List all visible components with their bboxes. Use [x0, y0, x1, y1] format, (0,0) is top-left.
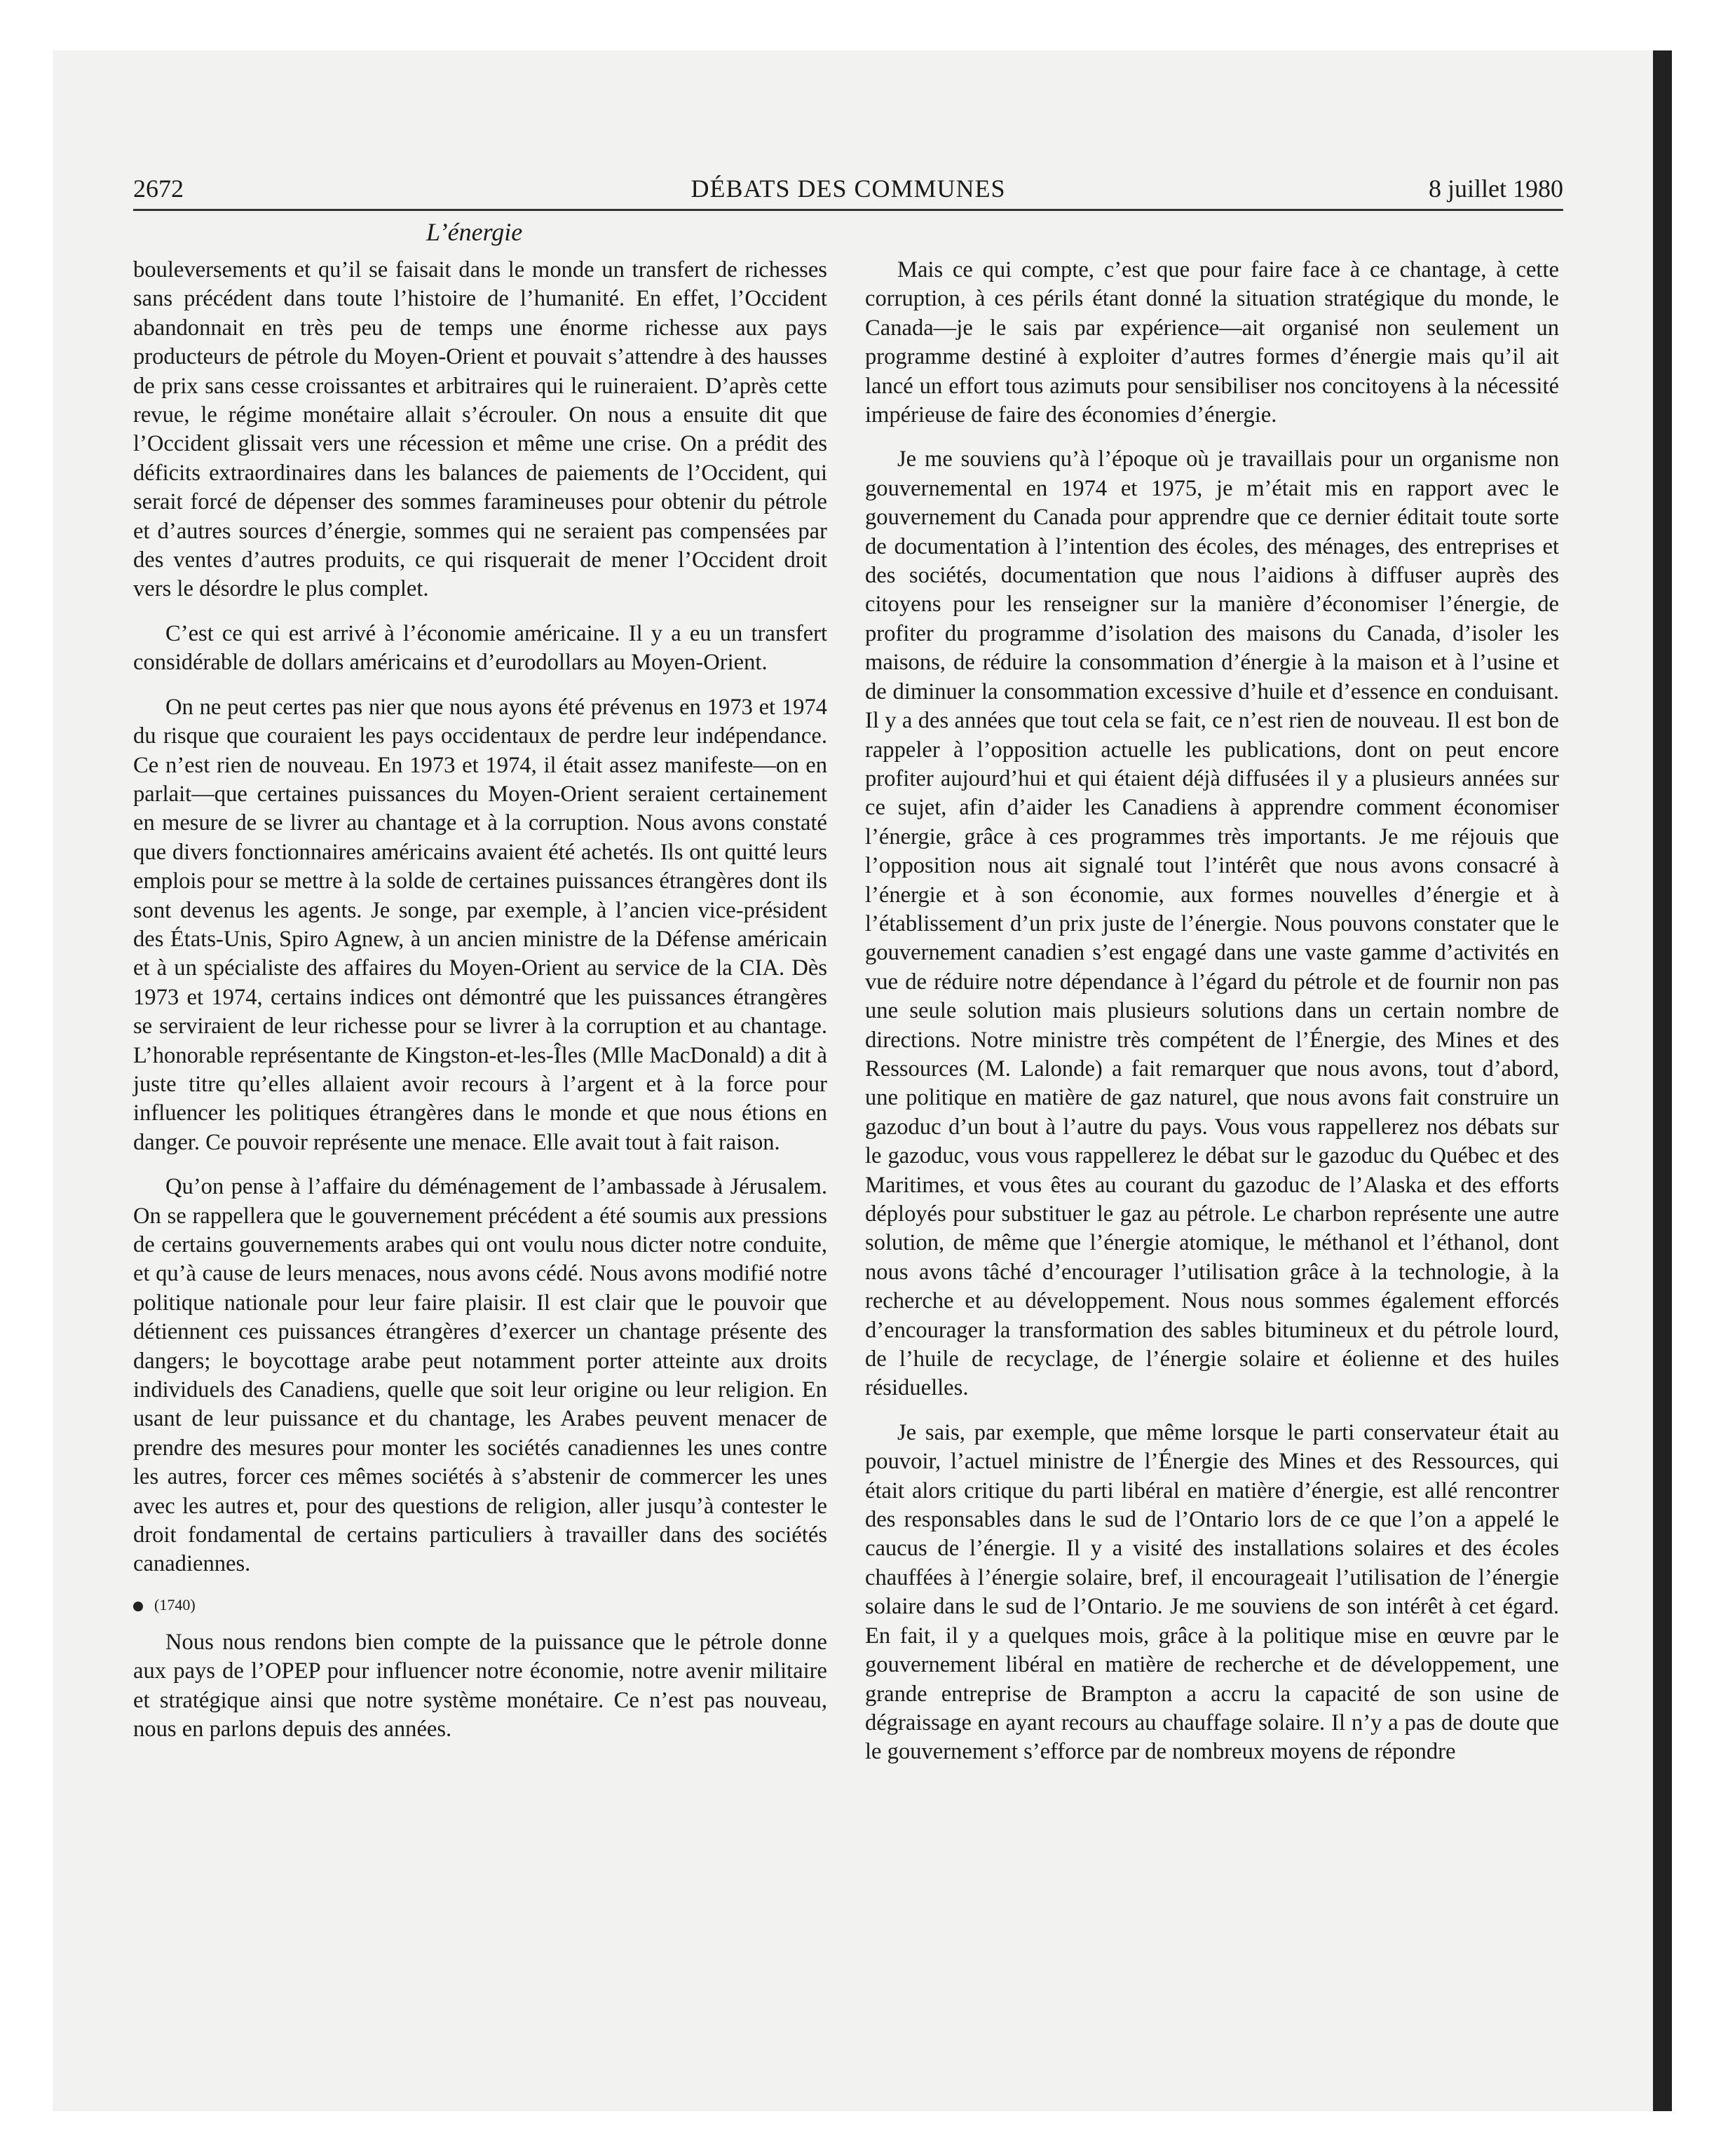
paragraph: C’est ce qui est arrivé à l’économie américaine. Il y a eu un transfert considérable de dollars américains et d’eurodollars au Moyen-Orient. [133, 620, 827, 676]
paragraph: Qu’on pense à l’affaire du déménagement de l’ambassade à Jérusalem. On se rappellera que le gouvernement précédent a été soumis aux pressions de certains gouvernements arabes qui ont voulu nous dicter notre conduite, et qu’à cause de leurs menaces, nous avons cédé. Nous avons modifié notre politique nationale pour leur faire plaisir. Il est clair que le pouvoir que détiennent ces puissances étrangères d’exercer un chantage présente des dangers; le boycottage arabe peut notamment porter atteinte aux droits individuels des Canadiens, quelle que soit leur origine ou leur religion. En usant de leur puissance et du chantage, les Arabes peuvent menacer de prendre des mesures pour monter les sociétés canadiennes les unes contre les autres, forcer ces mêmes sociétés à s’abstenir de commercer les unes avec les autres et, pour des questions de religion, aller jusqu’à contester le droit fondamental de certains particuliers à travailler dans des sociétés canadiennes. [133, 1174, 827, 1577]
page-number: 2672 [133, 175, 184, 203]
time-marker [133, 1595, 827, 1616]
right-column [865, 256, 1559, 1782]
publication-title: DÉBATS DES COMMUNES [690, 175, 1006, 203]
paragraph: Nous nous rendons bien compte de la puissance que le pétrole donne aux pays de l’OPEP pour influencer notre économie, notre avenir militaire et stratégique ainsi que notre système monétaire. Ce n’est pas nouveau, nous en parlons depuis des années. [133, 1629, 827, 1742]
page-date: 8 juillet 1980 [1429, 175, 1563, 203]
paragraph: Mais ce qui compte, c’est que pour faire face à ce chantage, à cette corruption, à ces périls étant donné la situation stratégique du monde, le Canada—je le sais par expérience—ait organisé non seulement un programme destiné à exploiter d’autres formes d’énergie mais qu’il ait lancé un effort tous azimuts pour sensibiliser nos concitoyens à la nécessité impérieuse de faire des économies d’énergie. [865, 257, 1559, 428]
page-header [133, 174, 1563, 209]
paragraph: bouleversements et qu’il se faisait dans le monde un transfert de richesses sans précédent dans toute l’histoire de l’humanité. En effet, l’Occident abandonnait en très peu de temps une énorme richesse aux pays producteurs de pétrole du Moyen-Orient et pouvait s’attendre à des hausses de prix sans cesse croissantes et arbitraires qui le ruineraient. D’après cette revue, le régime monétaire allait s’écrouler. On nous a ensuite dit que l’Occident glissait vers une récession et même une crise. On a prédit des déficits extraordinaires dans les balances de paiements de l’Occident, qui serait forcé de dépenser des sommes faramineuses pour obtenir du pétrole et d’autres sources d’énergie, sommes qui ne seraient pas compensées par des ventes d’autres produits, ce qui risquerait de mener l’Occident droit vers le désordre le plus complet. [133, 257, 827, 602]
paragraph: Je sais, par exemple, que même lorsque le parti conservateur était au pouvoir, l’actuel ministre de l’Énergie des Mines et des Ressources, qui était alors critique du parti libéral en matière d’énergie, est allé rencontrer des responsables dans le sud de l’Ontario lors de ce que l’on a appelé le caucus de l’énergie. Il y a visité des installations solaires et des écoles chauffées à l’énergie solaire, bref, il encourageait l’utilisation de l’énergie solaire dans le sud de l’Ontario. Je me souviens de son intérêt à cet égard. En fait, il y a quelques mois, grâce à la politique mise en œuvre par le gouvernement libéral en matière de recherche et de développement, une grande entreprise de Brampton a accru la capacité de son usine de dégraissage en ayant recours au chauffage solaire. Il n’y a pas de doute que le gouvernement s’efforce par de nombreux moyens de répondre [865, 1419, 1559, 1765]
section-title: L’énergie [426, 218, 523, 246]
time-marker-text: (1740) [154, 1595, 196, 1613]
left-column [133, 256, 827, 1760]
paragraph: Je me souviens qu’à l’époque où je travaillais pour un organisme non gouvernemental en 1974 et 1975, je m’était mis en rapport avec le gouvernement du Canada pour apprendre que ce dernier éditait toute sorte de documentation à l’intention des écoles, des ménages, des entreprises et des sociétés, documentation que nous l’aidions à diffuser auprès des citoyens pour les renseigner sur la manière d’économiser l’énergie, de profiter du programme d’isolation des maisons du Canada, d’isoler les maisons, de réduire la consommation d’énergie à la maison et à l’usine et de diminuer la consommation excessive d’huile et d’essence en conduisant. Il y a des années que tout cela se fait, ce n’est rien de nouveau. Il est bon de rappeler à l’opposition actuelle les publications, dont on peut encore profiter aujourd’hui et qui étaient déjà diffusées il y a plusieurs années sur ce sujet, afin d’aider les Canadiens à apprendre comment économiser l’énergie, grâce à ces programmes très importants. Je me réjouis que l’opposition nous ait signalé tout l’intérêt que nous avons consacré à l’énergie et à son économie, aux formes nouvelles d’énergie et à l’établissement d’un prix juste de l’énergie. Nous pouvons constater que le gouvernement canadien s’est engagé dans une vaste gamme d’activités en vue de réduire notre dépendance à l’égard du pétrole et de fournir non pas une seule solution mais plusieurs solutions dans un certain nombre de directions. Notre ministre très compétent de l’Énergie, des Mines et des Ressources (M. Lalonde) a fait remarquer que nous avons, tout d’abord, une politique en matière de gaz naturel, que nous avons fait construire un gazoduc d’un bout à l’autre du pays. Vous vous rappellerez nos débats sur le gazoduc, vous vous rappellerez le débat sur le gazoduc du Québec et des Maritimes, et vous êtes au courant du gazoduc de l’Alaska et des efforts déployés pour substituer le gaz au pétrole. Le charbon représente une autre solution, de même que l’énergie atomique, le méthanol et l’éthanol, dont nous avons tâché d’encourager l’utilisation grâce à la technologie, à la recherche et au développement. Nous nous sommes également efforcés d’encourager la transformation des sables bitumineux et du pétrole lourd, de l’huile de recyclage, de l’énergie solaire et éolienne et des huiles résiduelles. [865, 446, 1559, 1401]
header-rule [133, 209, 1563, 211]
scan-edge-bar [1653, 50, 1672, 2111]
paragraph: On ne peut certes pas nier que nous ayons été prévenus en 1973 et 1974 du risque que couraient les pays occidentaux de perdre leur indépendance. Ce n’est rien de nouveau. En 1973 et 1974, il était assez manifeste—on en parlait—que certaines puissances du Moyen-Orient seraient certainement en mesure de se livrer au chantage et à la corruption. Nous avons constaté que divers fonctionnaires américains avaient été achetés. Ils ont quitté leurs emplois pour se mettre à la solde de certaines puissances étrangères dont ils sont devenus les agents. Je songe, par exemple, à l’ancien vice-président des États-Unis, Spiro Agnew, à un ancien ministre de la Défense américain et à un spécialiste des affaires du Moyen-Orient au service de la CIA. Dès 1973 et 1974, certains indices ont démontré que les puissances étrangères se serviraient de leur richesse pour se livrer à la corruption et au chantage. L’honorable représentante de Kingston-et-les-Îles (Mlle MacDonald) a dit à juste titre qu’elles allaient avoir recours à l’argent et à la force pour influencer les politiques étrangères dans le monde et que nous étions en danger. Ce pouvoir représente une menace. Elle avait tout à fait raison. [133, 694, 827, 1155]
bullet-dot-icon [133, 1602, 143, 1611]
